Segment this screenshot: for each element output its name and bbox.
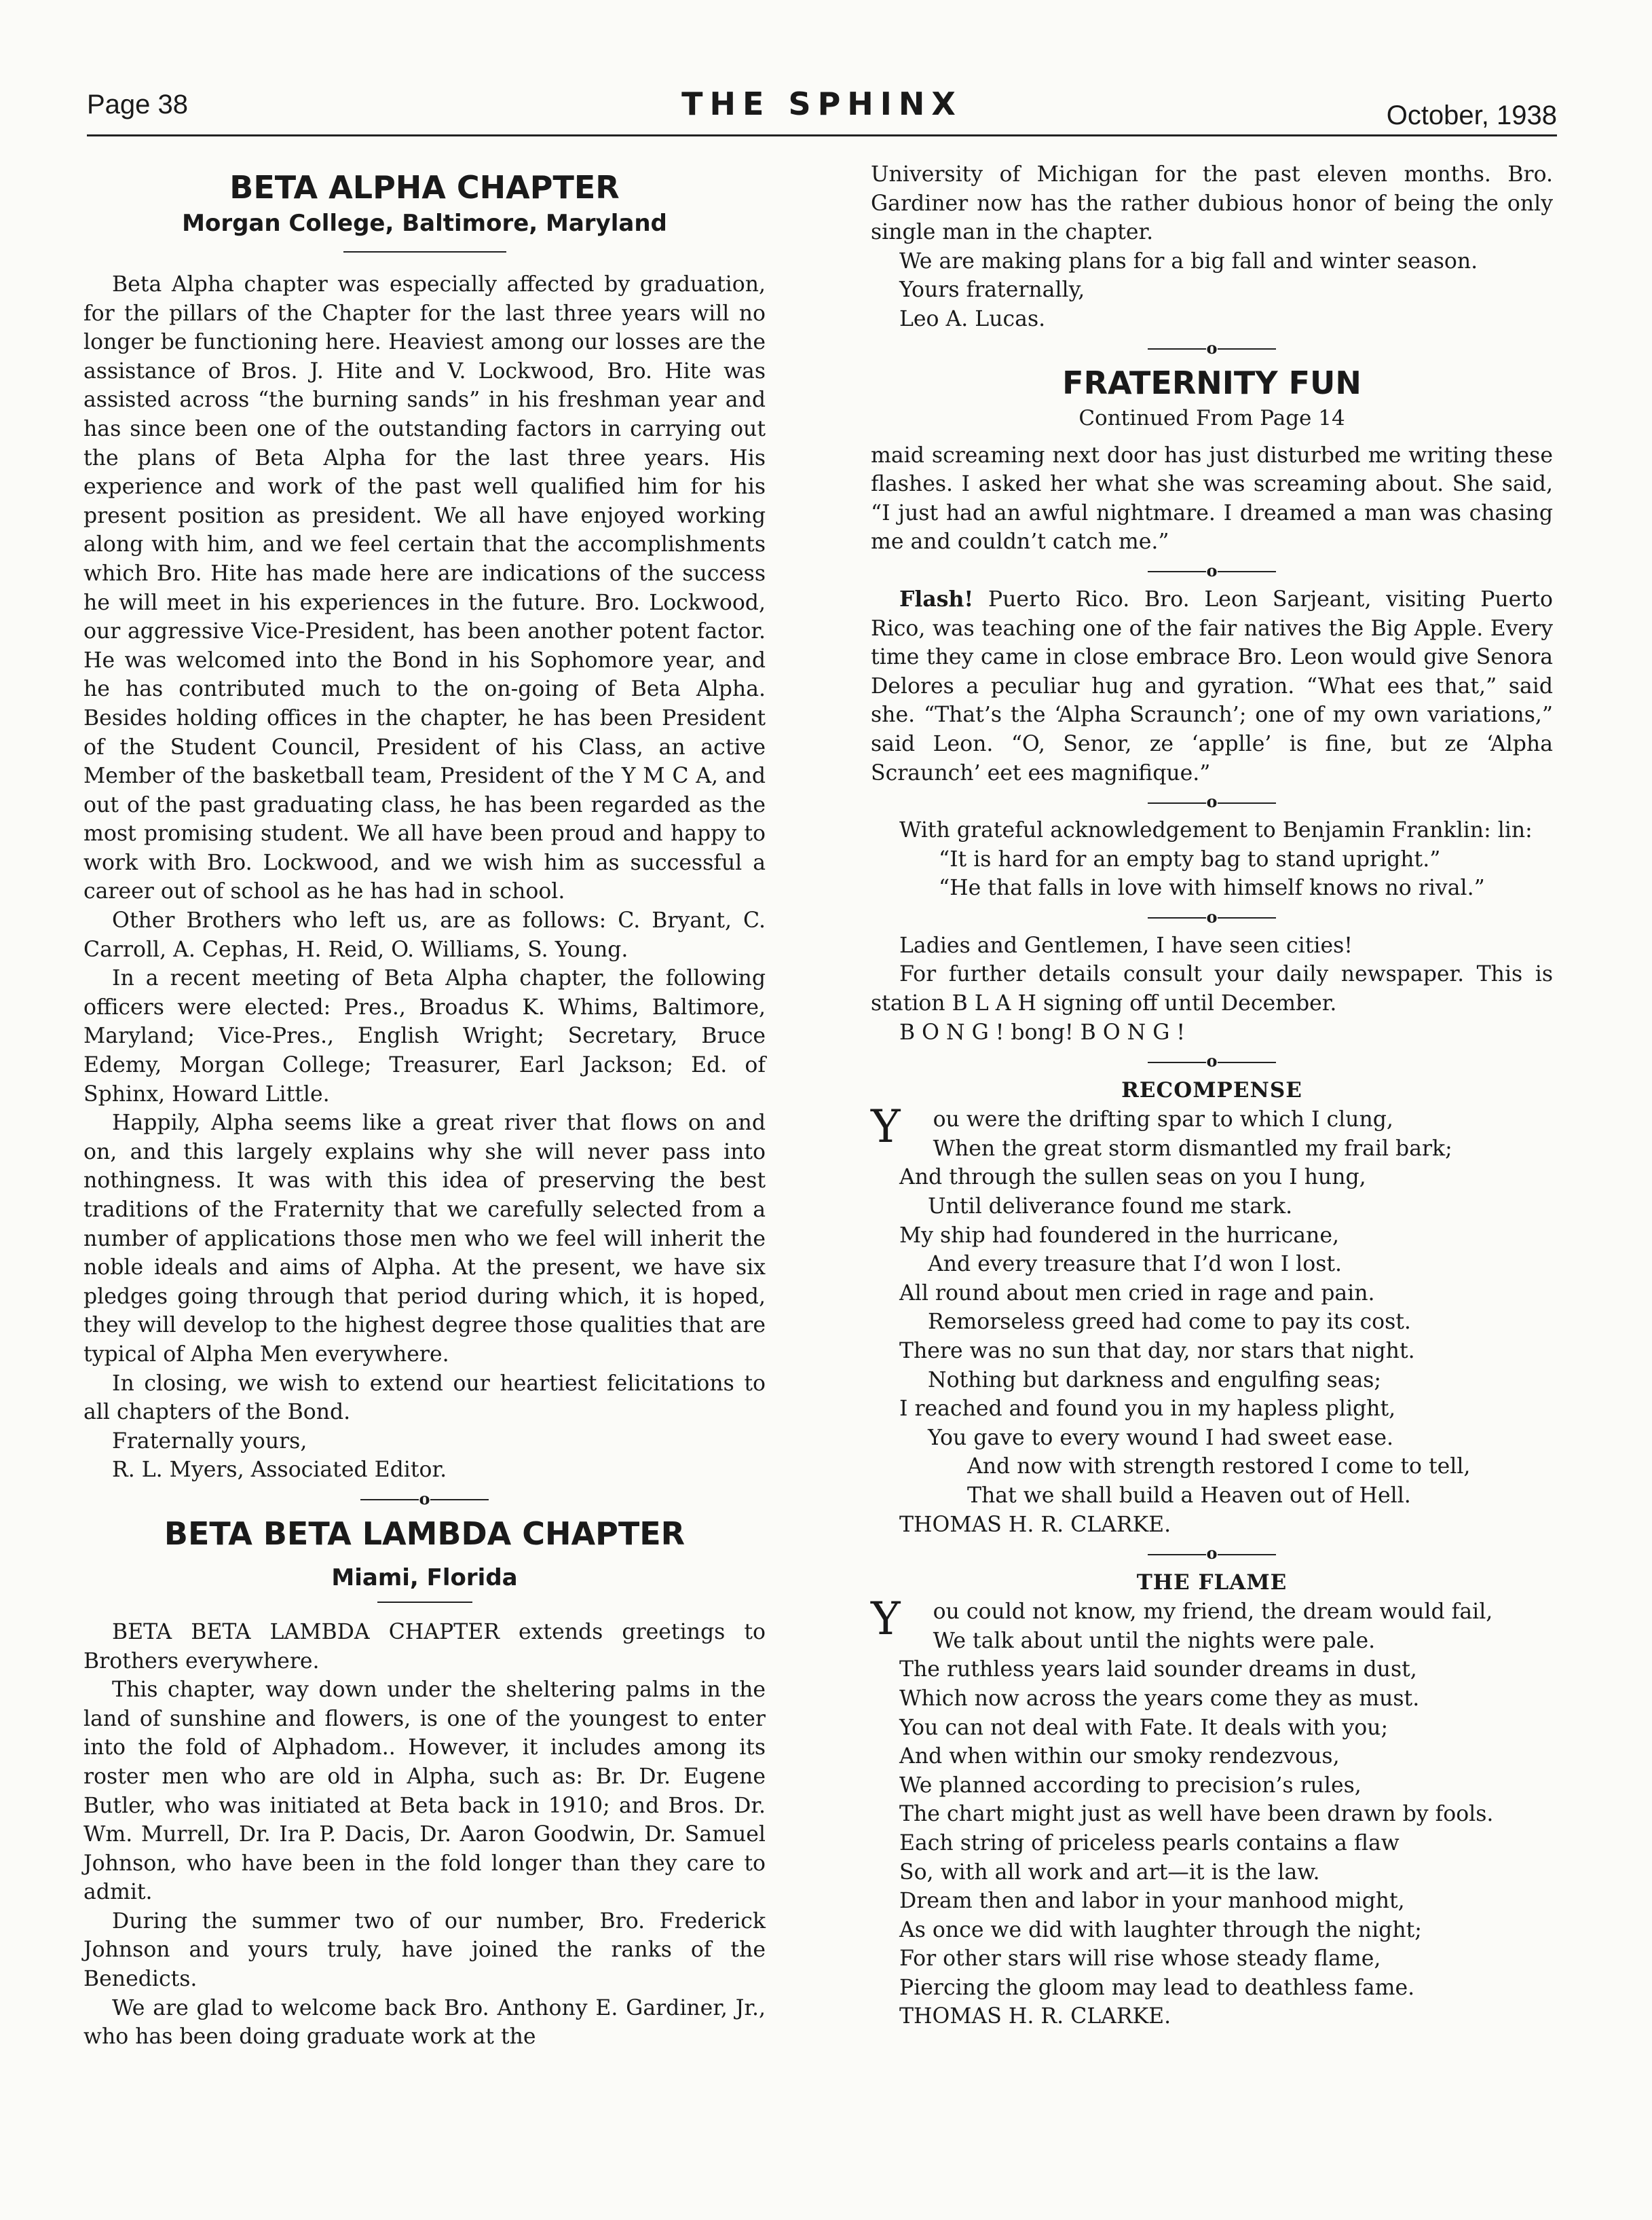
article-paragraph: B O N G ! bong! B O N G ! xyxy=(899,1020,1186,1045)
right-column xyxy=(871,160,1553,2031)
poem-line: The chart might just as well have been drawn by fools. xyxy=(899,1802,1494,1827)
flame-poem xyxy=(871,1593,1553,2002)
poem-line: Nothing but darkness and engulfing seas; xyxy=(928,1367,1382,1392)
poem-line: When the great storm dismantled my frail bark; xyxy=(933,1136,1452,1161)
article-paragraph: We are making plans for a big fall and winter season. xyxy=(899,248,1478,274)
separator: o xyxy=(871,906,1553,929)
drop-cap: Y xyxy=(871,1100,901,1153)
left-column xyxy=(83,160,766,2052)
article-paragraph: In a recent meeting of Beta Alpha chapter, the following officers were elected: Pres., Broadus K. Whims, Baltimore, Maryland; Vice-Pres., English Wright; Secretary, Bruce Edemy, Morgan College; Treasurer, Earl Jackson; Ed. of Sphinx, Howard Little. xyxy=(83,966,766,1107)
separator: o xyxy=(871,790,1553,813)
poem-line: As once we did with laughter through the night; xyxy=(899,1917,1422,1942)
poem-line: ou were the drifting spar to which I clung, xyxy=(933,1107,1393,1132)
issue-date: October, 1938 xyxy=(1386,100,1557,130)
beta-beta-lambda-title: BETA BETA LAMBDA CHAPTER xyxy=(164,1515,686,1552)
article-paragraph: Beta Alpha chapter was especially affected by graduation, for the pillars of the Chapter for the last three years will no longer be functioning here. Heaviest among our losses are the assistance of Bros. J. Hite and V. Lockwood, Bro. Hite was assisted across “the burning sands” in his freshman year and has since been one of the outstanding factors in carrying out the plans of Beta Alpha for the last three years. His experience and work of the past well qualified him for his present position as president. We all have enjoyed working along with him, and we feel certain that the accomplishments which Bro. Hite has made here are indications of the success he will meet in his experiences in the future. Bro. Lockwood, our aggressive Vice-President, has been another potent factor. He was welcomed into the Bond in his Sophomore year, and he has contributed much to the on-going of Beta Alpha. Besides holding offices in the chapter, he has been President of the Student Council, President of his Class, an active Member of the basketball team, President of the Y M C A, and out of the past graduating class, he has been regarded as the most promising student. We all have been proud and happy to work with Bro. Lockwood, and we wish him as successful a career out of school as he has had in school. xyxy=(83,272,766,904)
poem-line: Dream then and labor in your manhood might, xyxy=(899,1889,1405,1914)
separator: o xyxy=(871,1050,1553,1073)
article-paragraph: Happily, Alpha seems like a great river that flows on and on, and this largely explains why she will never pass into nothingness. It was with this idea of preserving the best traditions of the Fraternity that we carefully selected from a number of applications those men who we feel will inherit the noble ideals and aims of Alpha. At the present, we have six pledges going through that period during which, it is hoped, they will develop to the highest degree those qualities that are typical of Alpha Men everywhere. xyxy=(83,1111,766,1367)
signature: R. L. Myers, Associated Editor. xyxy=(112,1458,447,1483)
continued-note: Continued From Page 14 xyxy=(1078,405,1345,430)
poem-line: All round about men cried in rage and pain. xyxy=(899,1280,1375,1306)
closing-salutation: Fraternally yours, xyxy=(112,1428,307,1454)
beta-alpha-subtitle: Morgan College, Baltimore, Maryland xyxy=(182,210,667,237)
poem-line: Remorseless greed had come to pay its cost. xyxy=(928,1310,1411,1335)
poem-line: You gave to every wound I had sweet ease. xyxy=(928,1425,1394,1450)
poem-author: THOMAS H. R. CLARKE. xyxy=(899,2004,1171,2029)
poem-line: For other stars will rise whose steady flame, xyxy=(899,1946,1381,1972)
poem-line: You can not deal with Fate. It deals with you; xyxy=(899,1715,1389,1740)
poem-line: Which now across the years come they as must. xyxy=(899,1686,1420,1711)
article-paragraph: maid screaming next door has just disturbed me writing these flashes. I asked her what she was screaming about. She said, “I just had an awful nightmare. I dreamed a man was chasing me and couldn’t catch me.” xyxy=(871,443,1553,555)
article-continuation: University of Michigan for the past eleven months. Bro. Gardiner now has the rather dubious honor of being the only single man in the chapter. xyxy=(871,162,1553,245)
article-paragraph: During the summer two of our number, Bro. Frederick Johnson and yours truly, have joined the ranks of the Benedicts. xyxy=(83,1908,766,1992)
poem-line: Until deliverance found me stark. xyxy=(928,1194,1293,1219)
poem-line: My ship had foundered in the hurricane, xyxy=(899,1223,1339,1248)
article-paragraph: Other Brothers who left us, are as follows: C. Bryant, C. Carroll, A. Cephas, H. Reid, O. Williams, S. Young. xyxy=(83,908,766,962)
poem-line: And when within our smoky rendezvous, xyxy=(899,1744,1340,1769)
poem-line: We planned according to precision’s rules, xyxy=(899,1773,1362,1798)
separator: o xyxy=(871,559,1553,582)
drop-cap: Y xyxy=(871,1593,901,1646)
page-header xyxy=(87,80,1557,136)
poem-line: There was no sun that day, nor stars that night. xyxy=(899,1339,1415,1363)
quote: “It is hard for an empty bag to stand upright.” xyxy=(939,847,1441,872)
closing-salutation: Yours fraternally, xyxy=(899,278,1085,303)
poem-line: And through the sullen seas on you I hung, xyxy=(899,1165,1366,1190)
poem-line: I reached and found you in my hapless plight, xyxy=(899,1396,1396,1422)
separator: o xyxy=(871,1542,1553,1565)
beta-beta-lambda-subtitle: Miami, Florida xyxy=(331,1564,518,1591)
recompense-title: RECOMPENSE xyxy=(1121,1078,1302,1103)
poem-line: And now with strength restored I come to tell, xyxy=(967,1454,1471,1479)
title-rule xyxy=(377,1602,472,1603)
article-paragraph: For further details consult your daily newspaper. This is station B L A H signing off until December. xyxy=(871,962,1553,1016)
poem-line: Piercing the gloom may lead to deathless fame. xyxy=(899,1975,1415,2000)
separator: o xyxy=(871,337,1553,360)
signature: Leo A. Lucas. xyxy=(899,306,1046,331)
article-paragraph: We are glad to welcome back Bro. Anthony E. Gardiner, Jr., who has been doing graduate work at the xyxy=(83,1995,766,2050)
poem-line: So, with all work and art—it is the law. xyxy=(899,1860,1320,1885)
article-paragraph: In closing, we wish to extend our heartiest felicitations to all chapters of the Bond. xyxy=(83,1371,766,1425)
quote: “He that falls in love with himself knows no rival.” xyxy=(939,876,1485,901)
article-paragraph: With grateful acknowledgement to Benjamin Franklin: lin: xyxy=(899,818,1533,843)
poem-author: THOMAS H. R. CLARKE. xyxy=(899,1512,1171,1537)
poem-line: The ruthless years laid sounder dreams in dust, xyxy=(899,1657,1417,1682)
poem-line: And every treasure that I’d won I lost. xyxy=(928,1252,1343,1277)
separator: o xyxy=(83,1487,766,1511)
article-paragraph: Flash! Puerto Rico. Bro. Leon Sarjeant, visiting Puerto Rico, was teaching one of the fair natives the Big Apple. Every time they came in close embrace Bro. Leon would give Senora Delores a peculiar hug and gyration. “What ees that,” said she. “That’s the ‘Alpha Scraunch’; one of my own variations,” said Leon. “O, Senor, ze ‘applle’ is fine, but ze ‘Alpha Scraunch’ eet ees magnifique.” xyxy=(871,586,1553,785)
flame-title: THE FLAME xyxy=(1136,1570,1288,1595)
poem-line: Each string of priceless pearls contains a flaw xyxy=(899,1830,1400,1855)
fraternity-fun-title: FRATERNITY FUN xyxy=(1062,364,1362,401)
page-number: Page 38 xyxy=(87,90,189,119)
recompense-poem xyxy=(871,1100,1553,1510)
poem-line: ou could not know, my friend, the dream would fail, xyxy=(933,1599,1493,1625)
article-paragraph: BETA BETA LAMBDA CHAPTER extends greetings to Brothers everywhere. xyxy=(83,1619,766,1673)
publication-title: THE SPHINX xyxy=(681,86,962,122)
flash-label: Flash! xyxy=(899,586,974,612)
title-rule xyxy=(343,251,506,253)
poem-line: We talk about until the nights were pale. xyxy=(933,1628,1376,1653)
article-paragraph: Ladies and Gentlemen, I have seen cities! xyxy=(899,933,1353,958)
article-paragraph: This chapter, way down under the sheltering palms in the land of sunshine and flowers, is one of the youngest to enter into the fold of Alphadom.. However, it includes among its roster men who are old in Alpha, such as: Br. Dr. Eugene Butler, who was initiated at Beta back in 1910; and Bros. Dr. Wm. Murrell, Dr. Ira P. Dacis, Dr. Aaron Goodwin, Dr. Samuel Johnson, who have been in the fold longer than they care to admit. xyxy=(83,1678,766,1905)
poem-line: That we shall build a Heaven out of Hell. xyxy=(967,1483,1411,1508)
beta-alpha-title: BETA ALPHA CHAPTER xyxy=(229,169,620,206)
